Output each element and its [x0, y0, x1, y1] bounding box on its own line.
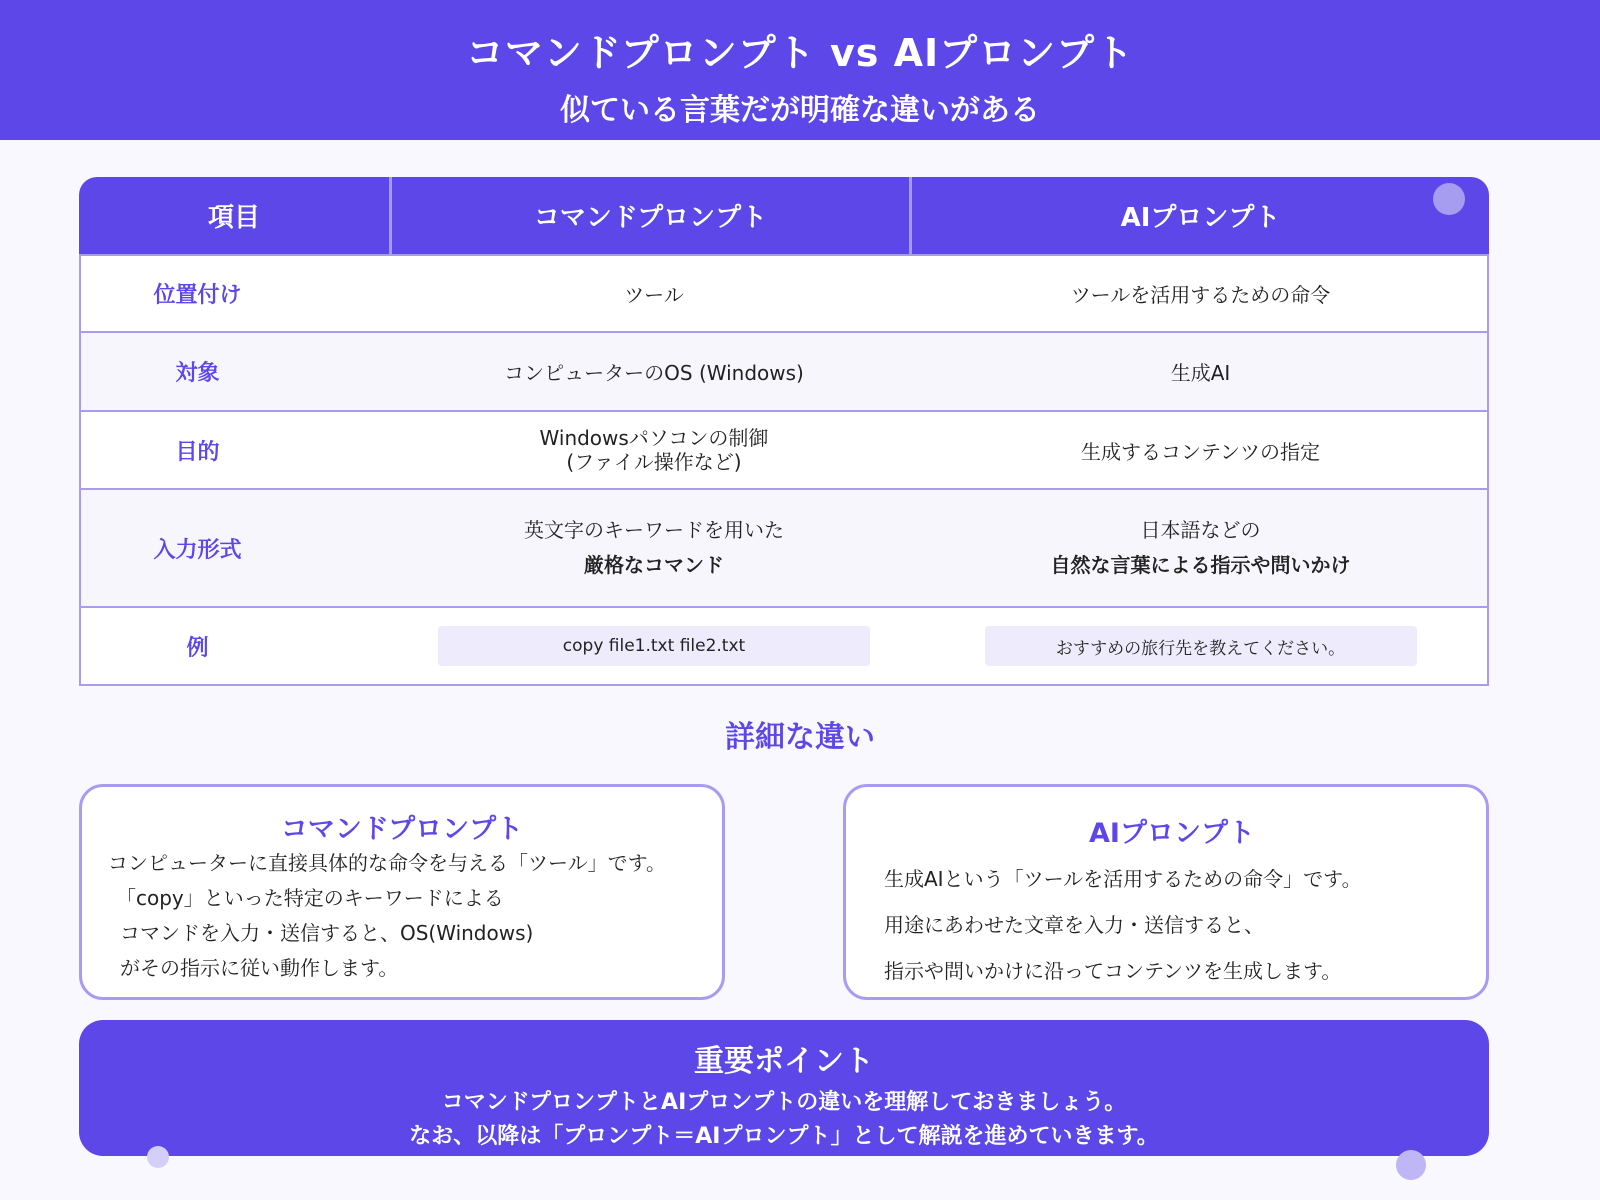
cmd-cell: ツール	[624, 283, 684, 307]
cmd-cell	[394, 608, 914, 684]
header-command-prompt: コマンドプロンプト	[392, 177, 912, 254]
ai-cell-line: 日本語などの	[1140, 518, 1261, 542]
card-line: がその指示に従い動作します。	[120, 956, 399, 980]
row-label: 目的	[175, 439, 220, 465]
header-item: 項目	[79, 177, 392, 254]
important-title: 重要ポイント	[694, 1044, 874, 1079]
ai-cell: 生成AI	[1170, 361, 1231, 385]
row-label: 位置付け	[153, 283, 242, 308]
cmd-cell-line: Windowsパソコンの制御	[539, 426, 769, 450]
page-header	[0, 0, 1600, 140]
row-label: 対象	[175, 361, 220, 386]
card-line: 用途にあわせた文章を入力・送信すると、	[884, 913, 1264, 937]
table-row	[79, 333, 1489, 412]
card-line: コンピューターに直接具体的な命令を与える「ツール」です。	[108, 851, 666, 875]
cmd-cell: コンピューターのOS (Windows)	[504, 361, 804, 385]
card-line: 生成AIという「ツールを活用するための命令」です。	[884, 867, 1362, 891]
card-line: 指示や問いかけに沿ってコンテンツを生成します。	[884, 959, 1342, 983]
decorative-circle	[1433, 183, 1465, 215]
important-line: コマンドプロンプトとAIプロンプトの違いを理解しておきましょう。	[441, 1090, 1127, 1115]
ai-example-box: おすすめの旅行先を教えてください。	[985, 626, 1417, 666]
cmd-cell	[394, 412, 914, 488]
page-title: コマンドプロンプト vs AIプロンプト	[465, 31, 1135, 75]
command-prompt-card	[79, 784, 725, 1000]
cmd-cell-emphasis: 厳格なコマンド	[584, 553, 724, 577]
important-point-box	[79, 1020, 1489, 1156]
decorative-circle	[147, 1146, 169, 1168]
card-line: コマンドを入力・送信すると、OS(Windows)	[120, 921, 534, 945]
ai-prompt-card	[843, 784, 1489, 1000]
card-line: 「copy」といった特定のキーワードによる	[116, 886, 504, 910]
table-row	[79, 608, 1489, 686]
cmd-cell-line: (ファイル操作など)	[566, 450, 742, 474]
card-title: コマンドプロンプト	[280, 814, 524, 845]
section-title: 詳細な違い	[725, 720, 875, 755]
ai-cell	[914, 490, 1487, 606]
row-label: 入力形式	[153, 537, 242, 563]
ai-cell-emphasis: 自然な言葉による指示や問いかけ	[1050, 553, 1351, 577]
ai-cell: ツールを活用するための命令	[1070, 283, 1331, 307]
ai-cell	[914, 608, 1487, 684]
comparison-table	[79, 177, 1489, 686]
page-subtitle: 似ている言葉だが明確な違いがある	[560, 93, 1040, 128]
table-row	[79, 412, 1489, 490]
table-row	[79, 254, 1489, 333]
cmd-example-box: copy file1.txt file2.txt	[438, 626, 870, 666]
important-line: なお、以降は「プロンプト＝AIプロンプト」として解説を進めていきます。	[409, 1124, 1159, 1149]
row-label: 例	[186, 635, 209, 661]
table-header	[79, 177, 1489, 254]
cmd-cell	[394, 490, 914, 606]
header-ai-prompt: AIプロンプト	[1120, 203, 1281, 233]
cmd-cell-line: 英文字のキーワードを用いた	[524, 518, 784, 542]
table-row	[79, 490, 1489, 608]
card-title: AIプロンプト	[1089, 818, 1255, 849]
ai-cell: 生成するコンテンツの指定	[1081, 439, 1320, 464]
decorative-circle	[1396, 1150, 1426, 1180]
